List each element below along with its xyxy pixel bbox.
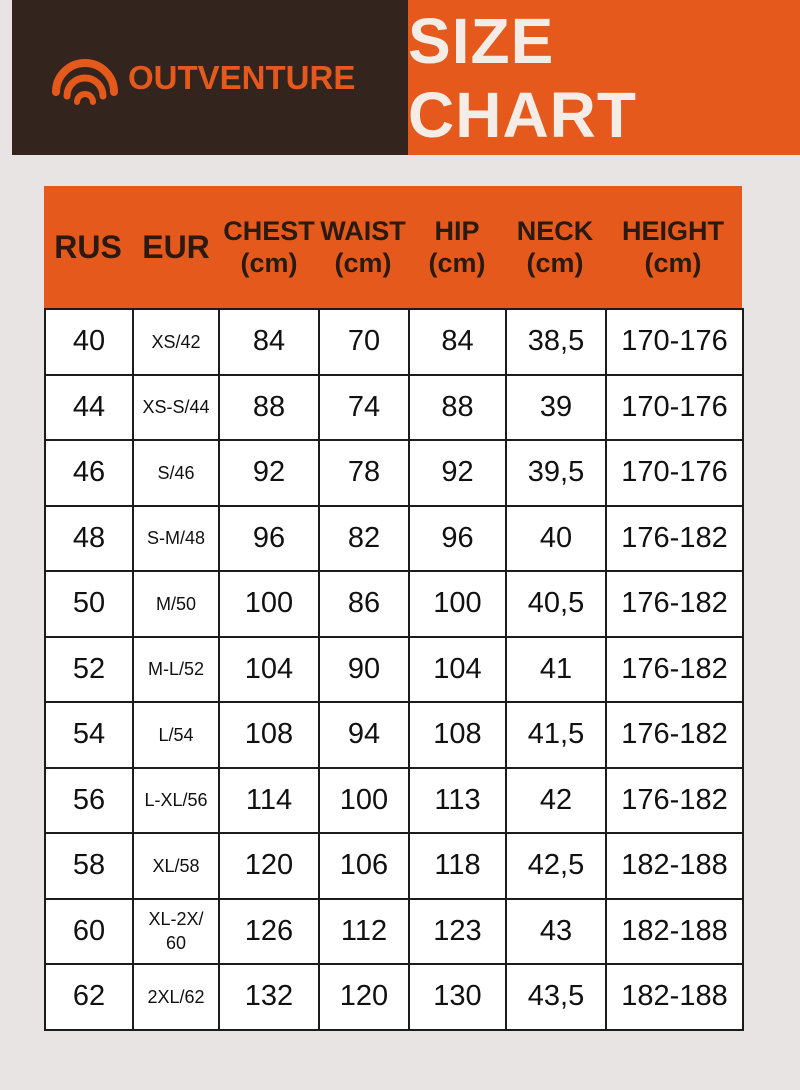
cell-chest: 114 [219, 768, 319, 834]
title-block [408, 0, 800, 155]
cell-rus: 40 [45, 309, 133, 375]
cell-height: 170-176 [606, 309, 743, 375]
cell-waist: 70 [319, 309, 409, 375]
cell-chest: 96 [219, 506, 319, 572]
cell-eur: XS/42 [133, 309, 219, 375]
cell-eur: XL/58 [133, 833, 219, 899]
brand-name: OUTVENTURE [128, 58, 356, 96]
cell-waist: 112 [319, 899, 409, 965]
cell-rus: 50 [45, 571, 133, 637]
cell-waist: 120 [319, 964, 409, 1030]
cell-eur: S-M/48 [133, 506, 219, 572]
cell-hip: 84 [409, 309, 506, 375]
cell-hip: 92 [409, 440, 506, 506]
cell-chest: 108 [219, 702, 319, 768]
cell-height: 176-182 [606, 637, 743, 703]
brand-block [12, 0, 408, 155]
table-row [45, 375, 743, 441]
cell-waist: 100 [319, 768, 409, 834]
cell-chest: 132 [219, 964, 319, 1030]
cell-eur: L-XL/56 [133, 768, 219, 834]
table-row [45, 440, 743, 506]
cell-rus: 52 [45, 637, 133, 703]
cell-chest: 126 [219, 899, 319, 965]
cell-height: 176-182 [606, 506, 743, 572]
cell-rus: 56 [45, 768, 133, 834]
cell-eur: S/46 [133, 440, 219, 506]
cell-waist: 74 [319, 375, 409, 441]
header-neck: NECK (cm) [516, 215, 594, 278]
header-hip: HIP (cm) [428, 215, 486, 278]
cell-waist: 86 [319, 571, 409, 637]
cell-neck: 43 [506, 899, 606, 965]
header-rus: RUS [54, 228, 122, 265]
table-row [45, 899, 743, 965]
cell-neck: 38,5 [506, 309, 606, 375]
header-waist: WAIST (cm) [320, 215, 406, 278]
cell-waist: 94 [319, 702, 409, 768]
page-title: SIZE CHART [408, 4, 637, 151]
cell-height: 182-188 [606, 964, 743, 1030]
cell-rus: 46 [45, 440, 133, 506]
cell-chest: 104 [219, 637, 319, 703]
cell-hip: 130 [409, 964, 506, 1030]
cell-hip: 108 [409, 702, 506, 768]
cell-waist: 106 [319, 833, 409, 899]
cell-neck: 40 [506, 506, 606, 572]
table-row [45, 571, 743, 637]
cell-neck: 39 [506, 375, 606, 441]
cell-neck: 41 [506, 637, 606, 703]
cell-eur: XS-S/44 [133, 375, 219, 441]
table-row [45, 833, 743, 899]
cell-waist: 90 [319, 637, 409, 703]
cell-chest: 88 [219, 375, 319, 441]
cell-hip: 100 [409, 571, 506, 637]
cell-neck: 40,5 [506, 571, 606, 637]
cell-eur: M-L/52 [133, 637, 219, 703]
cell-hip: 96 [409, 506, 506, 572]
cell-eur: L/54 [133, 702, 219, 768]
cell-chest: 120 [219, 833, 319, 899]
cell-height: 170-176 [606, 440, 743, 506]
cell-height: 182-188 [606, 899, 743, 965]
cell-rus: 48 [45, 506, 133, 572]
cell-height: 176-182 [606, 702, 743, 768]
table-row [45, 506, 743, 572]
cell-hip: 123 [409, 899, 506, 965]
header-height: HEIGHT (cm) [621, 215, 724, 278]
table-header [44, 186, 742, 308]
cell-neck: 42,5 [506, 833, 606, 899]
cell-chest: 84 [219, 309, 319, 375]
cell-neck: 43,5 [506, 964, 606, 1030]
cell-hip: 113 [409, 768, 506, 834]
cell-rus: 54 [45, 702, 133, 768]
table-row [45, 768, 743, 834]
cell-height: 182-188 [606, 833, 743, 899]
cell-eur: 2XL/62 [133, 964, 219, 1030]
table-row [45, 309, 743, 375]
outventure-logo-icon [50, 40, 120, 116]
table-row [45, 702, 743, 768]
cell-waist: 82 [319, 506, 409, 572]
cell-hip: 104 [409, 637, 506, 703]
cell-height: 176-182 [606, 571, 743, 637]
cell-chest: 100 [219, 571, 319, 637]
cell-hip: 118 [409, 833, 506, 899]
cell-rus: 60 [45, 899, 133, 965]
header-chest: CHEST (cm) [223, 215, 315, 278]
cell-neck: 39,5 [506, 440, 606, 506]
cell-rus: 62 [45, 964, 133, 1030]
cell-waist: 78 [319, 440, 409, 506]
cell-eur: M/50 [133, 571, 219, 637]
size-table [44, 308, 744, 1031]
table-row [45, 637, 743, 703]
cell-chest: 92 [219, 440, 319, 506]
cell-neck: 41,5 [506, 702, 606, 768]
cell-height: 170-176 [606, 375, 743, 441]
cell-rus: 44 [45, 375, 133, 441]
cell-hip: 88 [409, 375, 506, 441]
cell-eur: XL-2X/ 60 [133, 899, 219, 965]
header-eur: EUR [142, 228, 210, 265]
header [12, 0, 800, 155]
cell-rus: 58 [45, 833, 133, 899]
size-chart [44, 186, 742, 1031]
cell-neck: 42 [506, 768, 606, 834]
table-row [45, 964, 743, 1030]
cell-height: 176-182 [606, 768, 743, 834]
